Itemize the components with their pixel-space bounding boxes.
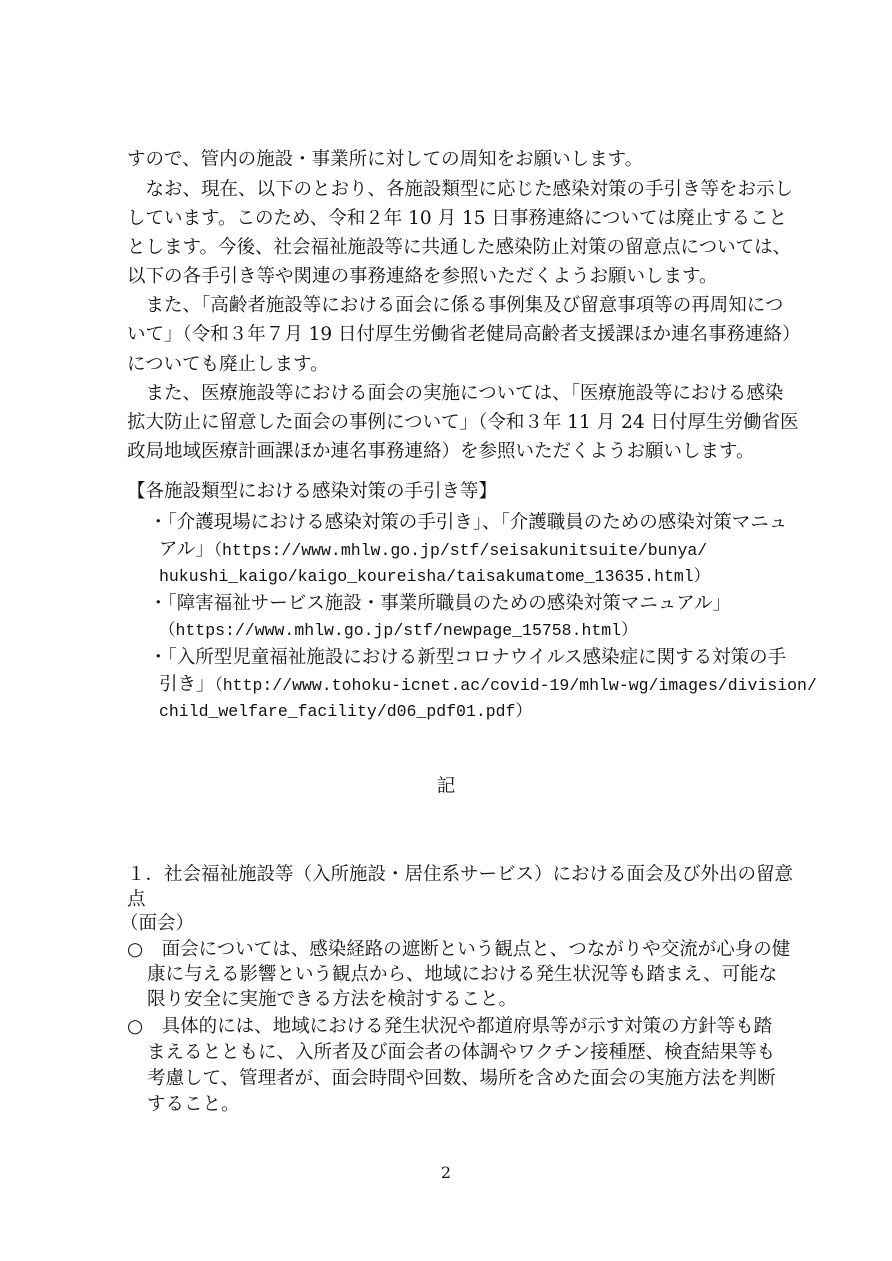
guide-item-2-line-1: ・「障害福祉サービス施設・事業所職員のための感染対策マニュアル」 bbox=[149, 593, 732, 614]
intro-line-11: 政局地域医療計画課ほか連名事務連絡）を参照いただくようお願いします。 bbox=[127, 441, 755, 462]
section-1-para-2-line-4: すること。 bbox=[147, 1094, 240, 1115]
section-1-para-2-line-2: まえるとともに、入所者及び面会者の体調やワクチン接種歴、検査結果等も bbox=[147, 1042, 776, 1063]
guide-item-3-line-1: ・「入所型児童福祉施設における新型コロナウイルス感染症に関する対策の手 bbox=[149, 647, 787, 668]
intro-line-1: すので、管内の施設・事業所に対しての周知をお願いします。 bbox=[127, 149, 644, 170]
guides-heading: 【各施設類型における感染対策の手引き等】 bbox=[127, 481, 498, 502]
section-1-para-1-line-2: 康に与える影響という観点から、地域における発生状況等も踏まえ、可能な bbox=[147, 964, 778, 985]
section-1-subheading: （面会） bbox=[120, 913, 195, 934]
guide-item-1-line-1: ・「介護現場における感染対策の手引き」、「介護職員のための感染対策マニュ bbox=[149, 512, 788, 533]
guide-item-2-url[interactable]: （https://www.mhlw.go.jp/stf/newpage_15758.html） bbox=[159, 621, 638, 640]
intro-line-6: また、「高齢者施設等における面会に係る事例集及び留意事項等の再周知につ bbox=[127, 295, 784, 316]
guide-item-1-title-end: アル」 bbox=[159, 539, 214, 560]
ki-heading: 記 bbox=[436, 776, 456, 797]
intro-line-7: いて」（令和３年７月 19 日付厚生労働省老健局高齢者支援課ほか連名事務連絡） bbox=[127, 324, 801, 345]
guide-item-1-line-2 bbox=[159, 537, 707, 564]
guide-item-1-url-cont[interactable]: hukushi_kaigo/kaigo_koureisha/taisakumatome_13635.html） bbox=[159, 567, 711, 586]
intro-line-9: また、医療施設等における面会の実施については、「医療施設等における感染 bbox=[127, 383, 784, 404]
guide-item-3-line-2 bbox=[159, 672, 817, 699]
section-1-para-2-line-1: ○ 具体的には、地域における発生状況や都道府県等が示す対策の方針等も踏 bbox=[127, 1016, 773, 1037]
guide-item-3-url[interactable]: （http://www.tohoku-icnet.ac/covid-19/mhlw-wg/images/division/ bbox=[214, 676, 817, 695]
page-number: 2 bbox=[440, 1163, 452, 1182]
intro-line-10: 拡大防止に留意した面会の事例について」（令和３年 11 月 24 日付厚生労働省医 bbox=[127, 412, 799, 433]
guide-item-1-url[interactable]: （https://www.mhlw.go.jp/stf/seisakunitsuite/bunya/ bbox=[213, 541, 708, 560]
intro-line-8: についても廃止します。 bbox=[127, 354, 329, 375]
intro-line-3: しています。このため、令和２年 10 月 15 日事務連絡については廃止すること bbox=[127, 208, 788, 229]
guide-item-3-title-end: 引き」 bbox=[159, 674, 215, 695]
guide-item-3-url-cont[interactable]: child_welfare_facility/d06_pdf01.pdf） bbox=[159, 702, 532, 721]
section-1-para-1-line-1: ○ 面会については、感染経路の遮断という観点と、つながりや交流が心身の健 bbox=[127, 939, 791, 960]
intro-line-4: とします。今後、社会福祉施設等に共通した感染防止対策の留意点については、 bbox=[127, 237, 792, 258]
section-1-title-line-1: １．社会福祉施設等（入所施設・居住系サービス）における面会及び外出の留意 bbox=[127, 864, 794, 885]
intro-line-5: 以下の各手引き等や関連の事務連絡を参照いただくようお願いします。 bbox=[127, 266, 718, 287]
section-1-para-1-line-3: 限り安全に実施できる方法を検討すること。 bbox=[147, 989, 518, 1010]
intro-line-2: なお、現在、以下のとおり、各施設類型に応じた感染対策の手引き等をお示し bbox=[127, 179, 794, 200]
section-1-title-line-2: 点 bbox=[127, 889, 146, 910]
section-1-para-2-line-3: 考慮して、管理者が、面会時間や回数、場所を含めた面会の実施方法を判断 bbox=[147, 1068, 776, 1089]
